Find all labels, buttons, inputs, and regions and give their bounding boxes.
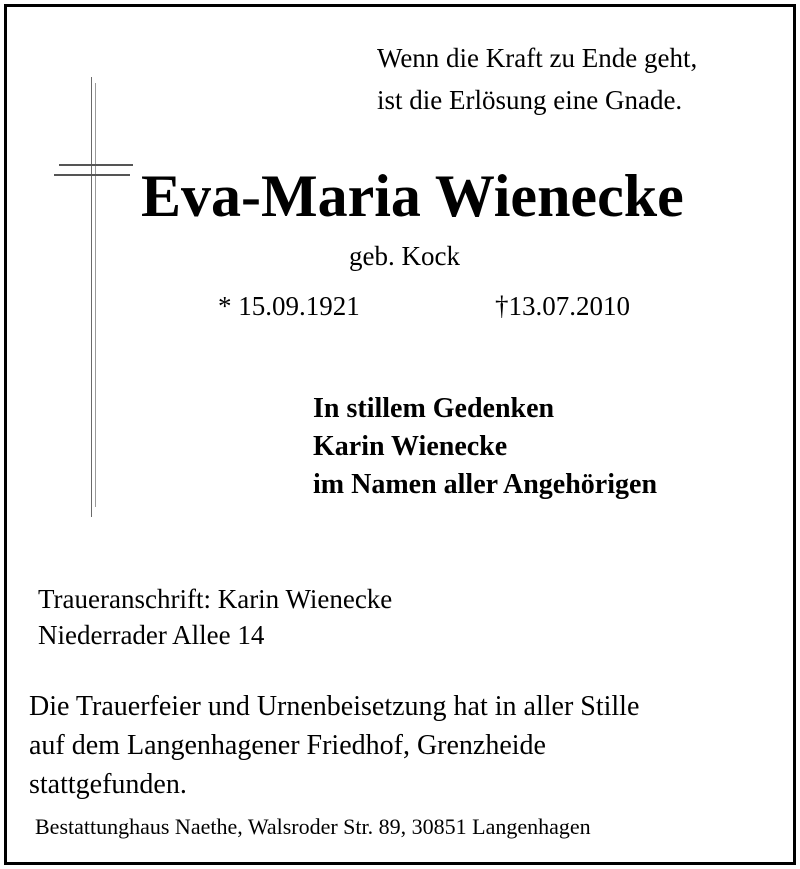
memorial-quote [377, 37, 697, 121]
maiden-name: geb. Kock [349, 241, 460, 271]
mourners-block [313, 390, 657, 504]
undertaker-footer: Bestattunghaus Naethe, Walsroder Str. 89, 30851 Langenhagen [35, 814, 591, 839]
quote-line-2: ist die Erlösung eine Gnade. [377, 85, 683, 115]
cross-vertical-line-shadow [95, 83, 96, 507]
address-line-1: Traueranschrift: Karin Wienecke [38, 584, 393, 614]
mourners-line-3: im Namen aller Angehörigen [313, 469, 658, 500]
death-date: †13.07.2010 [495, 291, 630, 321]
quote-line-1: Wenn die Kraft zu Ende geht, [377, 43, 698, 73]
mourners-line-2: Karin Wienecke [313, 431, 508, 462]
ceremony-line-1: Die Trauerfeier und Urnenbeisetzung hat in aller Stille [29, 691, 640, 722]
ceremony-line-3: stattgefunden. [29, 769, 187, 800]
address-line-2: Niederrader Allee 14 [38, 620, 265, 650]
mourners-line-1: In stillem Gedenken [313, 393, 555, 424]
ceremony-line-2: auf dem Langenhagener Friedhof, Grenzheide [29, 730, 546, 761]
birth-date: * 15.09.1921 [218, 291, 360, 321]
cross-horizontal-bar [59, 164, 133, 166]
ceremony-notice [29, 687, 639, 804]
mourning-address [38, 581, 392, 653]
deceased-name: Eva-Maria Wienecke [141, 163, 684, 229]
cross-horizontal-bar-shadow [54, 174, 130, 176]
cross-vertical-line [91, 77, 92, 517]
obituary-frame [4, 4, 796, 865]
